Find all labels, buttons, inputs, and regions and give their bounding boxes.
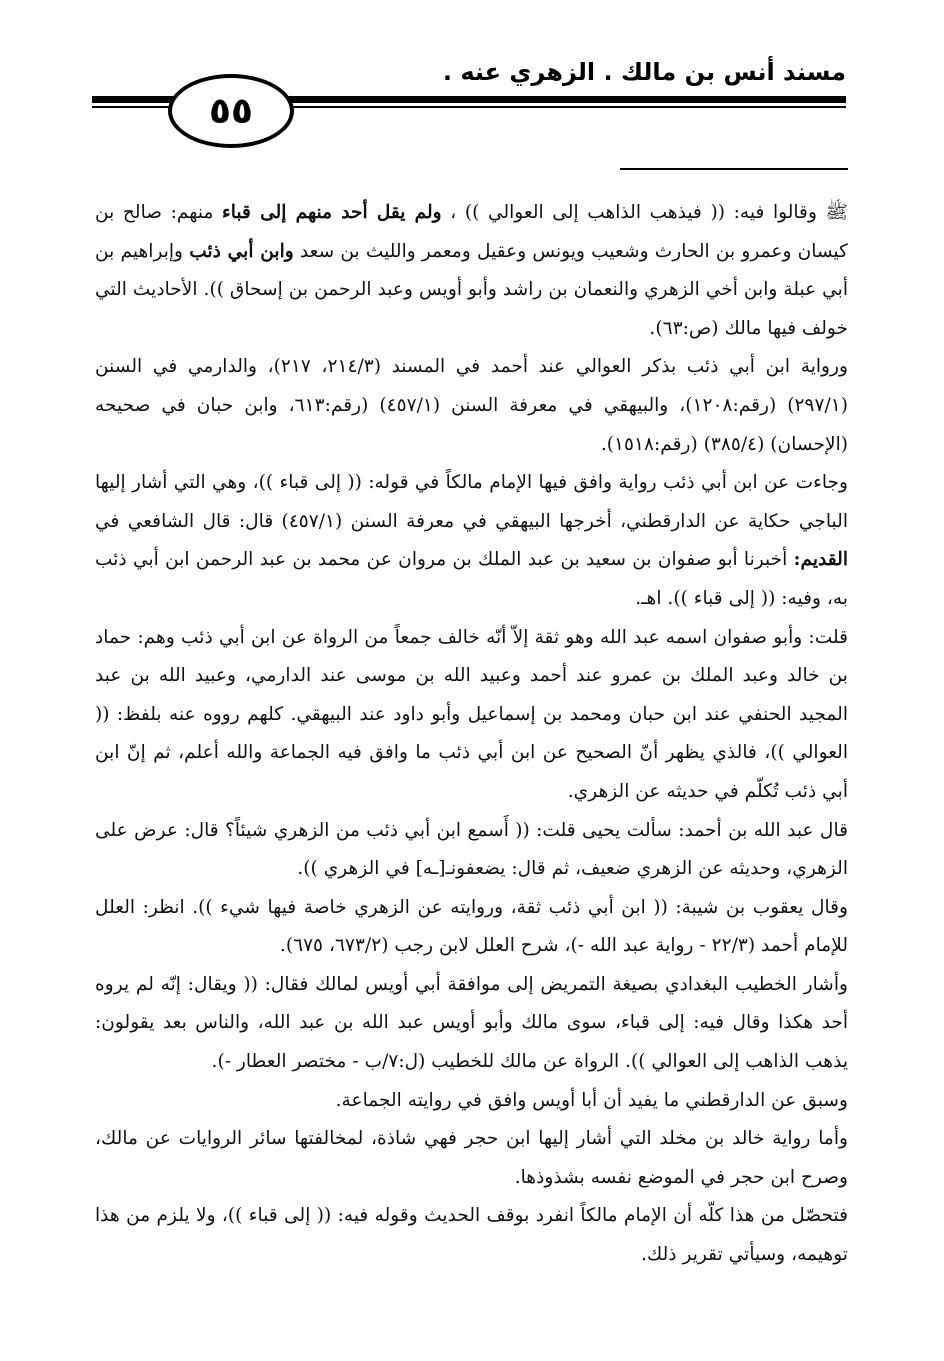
paragraph-3-part-a: وجاءت عن ابن أبي ذئب رواية وافق فيها الإمام مالكاً في قوله: (( إلى قباء ))، وهي التي أشار إليها الباجي حكاية عن الدارقطني، أخرجها البيهقي في معرفة السنن (٤٥٧/١) قال: قال الشافعي في: [95, 472, 848, 532]
paragraph-4: قلت: وأبو صفوان اسمه عبد الله وهو ثقة إلاّ أنّه خالف جمعاً من الرواة عن ابن أبي ذئب وهم: حماد بن خالد وعبد الملك بن عمرو عند أحمد وعبيد الله بن موسى عند الدارمي، وعبيد الله بن عبد المجيد الحنفي عند ابن حبان ومحمد بن إسماعيل وأبو داود عند البيهقي. كلهم رووه عنه بلفظ: (( العوالي ))، فالذي يظهر أنّ الصحيح عن ابن أبي ذئب ما وافق فيه الجماعة والله أعلم، ثم إنّ ابن أبي ذئب تُكلّم في حديثه عن الزهري.: [95, 626, 848, 802]
page-header: [0, 0, 944, 160]
page-number: ٥٥: [209, 90, 253, 132]
paragraph-6: وقال يعقوب بن شيبة: (( ابن أبي ذئب ثقة، وروايته عن الزهري خاصة فيها شيء )). انظر: العلل للإمام أحمد (٢٢/٣ - رواية عبد الله -)، شرح العلل لابن رجب (٦٧٣/٢، ٦٧٥).: [95, 896, 848, 957]
footnote-separator-rule: [620, 168, 848, 170]
paragraph-3-part-c: أخبرنا أبو صفوان بن سعيد بن عبد الملك بن مروان عن محمد بن عبد الرحمن ابن أبي ذئب به، وفيه: (( إلى قباء )). اهـ.: [95, 549, 848, 609]
footnote-text: [95, 194, 848, 1275]
paragraph-1-part-a: ﷺ وقالوا فيه: (( فيذهب الذاهب إلى العوالي )) ،: [441, 202, 848, 223]
paragraph-3: [95, 464, 848, 618]
paragraph-1-bold-b: وابن أبي ذئب: [189, 240, 294, 262]
paragraph-1: [95, 194, 848, 348]
paragraph-2: ورواية ابن أبي ذئب بذكر العوالي عند أحمد في المسند (٢١٤/٣، ٢١٧)، والدارمي في السنن (٢٩٧/١) (رقم:١٢٠٨)، والبيهقي في معرفة السنن (٤٥٧/١) (رقم:٦١٣، وابن حبان في صحيحه (الإحسان) (٣٨٥/٤) (رقم:١٥١٨).: [95, 356, 848, 455]
running-title: مسند أنس بن مالك . الزهري عنه .: [442, 58, 846, 86]
paragraph-8: وسبق عن الدارقطني ما يفيد أن أبا أويس وافق في روايته الجماعة.: [335, 1089, 848, 1111]
paragraph-10: فتحصّل من هذا كلّه أن الإمام مالكاً انفرد بوقف الحديث وقوله فيه: (( إلى قباء ))، ولا يلزم من هذا توهيمه، وسيأتي تقرير ذلك.: [95, 1205, 848, 1266]
paragraph-9: وأما رواية خالد بن مخلد التي أشار إليها ابن حجر فهي شاذة، لمخالفتها سائر الروايات عن مالك، وصرح ابن حجر في الموضع نفسه بشذوذها.: [95, 1128, 848, 1188]
paragraph-1-part-e: وإبراهيم بن أبي عبلة وابن أخي الزهري والنعمان بن راشد وأبو أويس وعبد الرحمن بن إسحاق )). الأحاديث التي خولف فيها مالك (ص:٦٣).: [95, 240, 848, 339]
paragraph-1-bold-a: ولم يقل أحد منهم إلى قباء: [222, 202, 442, 223]
paragraph-3-bold: القديم:: [793, 549, 848, 571]
paragraph-7: وأشار الخطيب البغدادي بصيغة التمريض إلى موافقة أبي أويس لمالك فقال: (( ويقال: إنّه لم يروه أحد هكذا وقال فيه: إلى قباء، سوى مالك وأبو أويس عبد الله بن عبد الله، والناس بعد يقولون: يذهب الذاهب إلى العوالي )). الرواة عن مالك للخطيب (ل:٧/ب - مختصر العطار -).: [95, 973, 848, 1073]
paragraph-5: قال عبد الله بن أحمد: سألت يحيى قلت: (( أَسمع ابن أبي ذئب من الزهري شيئاً؟ قال: عرض على الزهري، وحديثه عن الزهري ضعيف، ثم قال: يضعفونـ[ـه] في الزهري )).: [95, 819, 848, 880]
paragraph-1-part-c: منهم: صالح بن كيسان وعمرو بن الحارث وشعيب ويونس وعقيل ومعمر والليث بن سعد: [95, 202, 849, 262]
page-number-badge: [168, 74, 294, 148]
